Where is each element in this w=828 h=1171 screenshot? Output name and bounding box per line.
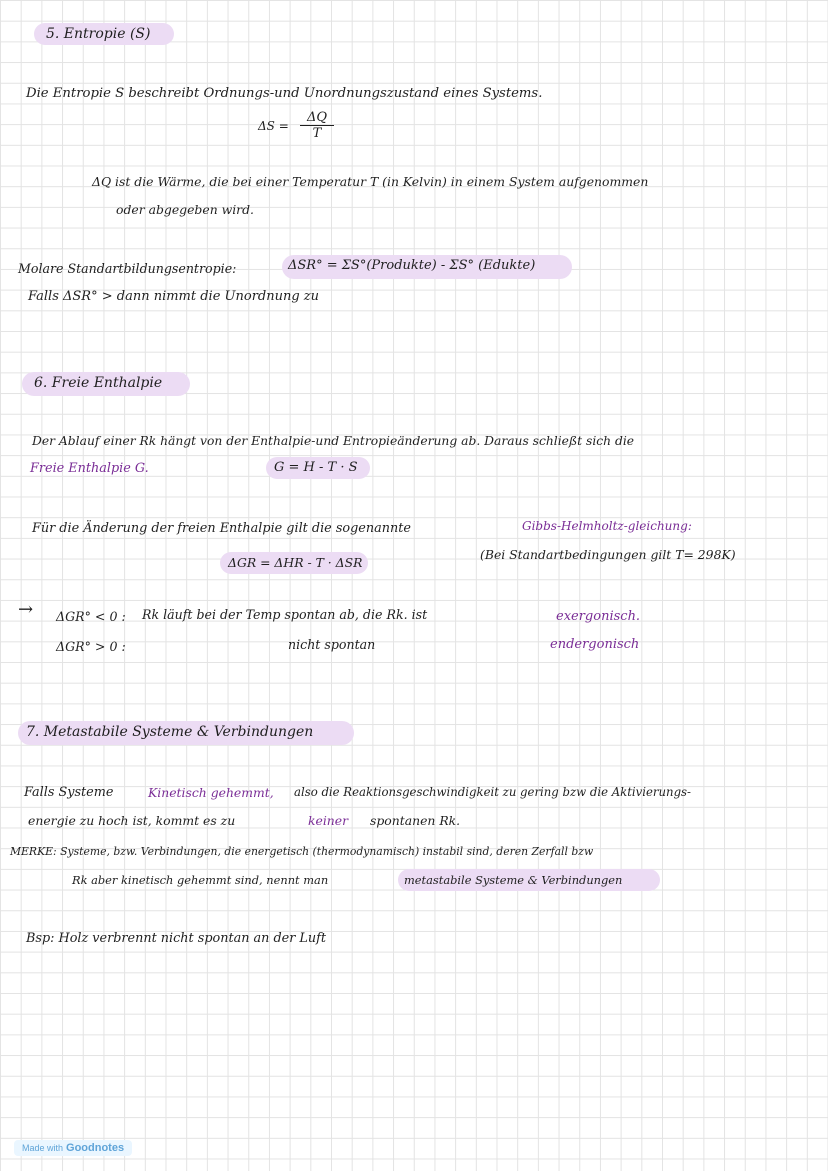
heat-definition-line1: ΔQ ist die Wärme, die bei einer Temperatur T (in Kelvin) in einem System aufgenommen	[92, 174, 649, 189]
metastable-p1-end: also die Reaktionsgeschwindigkeit zu gering bzw die Aktivierungs-	[294, 785, 691, 799]
kinetically-inhibited-term: Kinetisch gehemmt,	[148, 785, 274, 800]
metastable-p2-start: energie zu hoch ist, kommt es zu	[28, 813, 236, 828]
entropy-definition: Die Entropie S beschreibt Ordnungs-und Unordnungszustand eines Systems.	[26, 86, 543, 101]
case-1-text: Rk läuft bei der Temp spontan ab, die Rk. ist	[142, 607, 428, 622]
keiner-term: keiner	[308, 813, 349, 828]
change-text: Für die Änderung der freien Enthalpie gilt die sogenannte	[32, 521, 411, 536]
free-enthalpy-formula: G = H - T · S	[274, 460, 358, 475]
entropy-formula-fraction	[300, 110, 334, 141]
case-2-condition: ΔGR° > 0 :	[56, 639, 126, 654]
entropy-condition: Falls ΔSR° > dann nimmt die Unordnung zu	[28, 289, 320, 304]
gibbs-helmholtz-label: Gibbs-Helmholtz-gleichung:	[522, 519, 692, 533]
formula-denominator: T	[312, 126, 322, 141]
example-line: Bsp: Holz verbrennt nicht spontan an der Luft	[26, 931, 327, 946]
metastable-p2-end: spontanen Rk.	[370, 813, 461, 828]
molar-entropy-formula: ΔSR° = ΣS°(Produkte) - ΣS° (Edukte)	[288, 258, 536, 273]
section-7-heading: 7. Metastabile Systeme & Verbindungen	[26, 724, 314, 740]
section-5-heading: 5. Entropie (S)	[46, 26, 151, 42]
enthalpy-intro: Der Ablauf einer Rk hängt von der Enthalpie-und Entropieänderung ab. Daraus schließt sich die	[32, 434, 635, 448]
case-2-term: endergonisch	[550, 637, 640, 652]
section-6-heading: 6. Freie Enthalpie	[34, 375, 163, 391]
metastable-systems-term: metastabile Systeme & Verbindungen	[404, 873, 623, 887]
watermark-brand: Goodnotes	[66, 1142, 125, 1154]
metastable-p1-start: Falls Systeme	[24, 785, 114, 800]
free-enthalpy-label: Freie Enthalpie G.	[30, 461, 149, 476]
watermark-prefix: Made with	[22, 1143, 64, 1153]
entropy-formula-lhs: ΔS =	[258, 119, 289, 133]
merke-note: MERKE: Systeme, bzw. Verbindungen, die energetisch (thermodynamisch) instabil sind, deren Zerfall bzw	[10, 845, 594, 858]
case-2-text: nicht spontan	[288, 637, 376, 652]
molar-entropy-label: Molare Standartbildungsentropie:	[18, 261, 237, 276]
case-1-condition: ΔGR° < 0 :	[56, 609, 126, 624]
standard-conditions-note: (Bei Standartbedingungen gilt T= 298K)	[480, 547, 736, 562]
merke-note-line2: Rk aber kinetisch gehemmt sind, nennt man	[72, 873, 329, 887]
case-1-term: exergonisch.	[556, 609, 641, 624]
goodnotes-watermark	[14, 1140, 132, 1156]
heat-definition-line2: oder abgegeben wird.	[116, 202, 254, 217]
gibbs-formula: ΔGR = ΔHR - T · ΔSR	[228, 555, 363, 570]
formula-numerator: ΔQ	[300, 110, 334, 126]
arrow-icon: →	[18, 599, 34, 620]
